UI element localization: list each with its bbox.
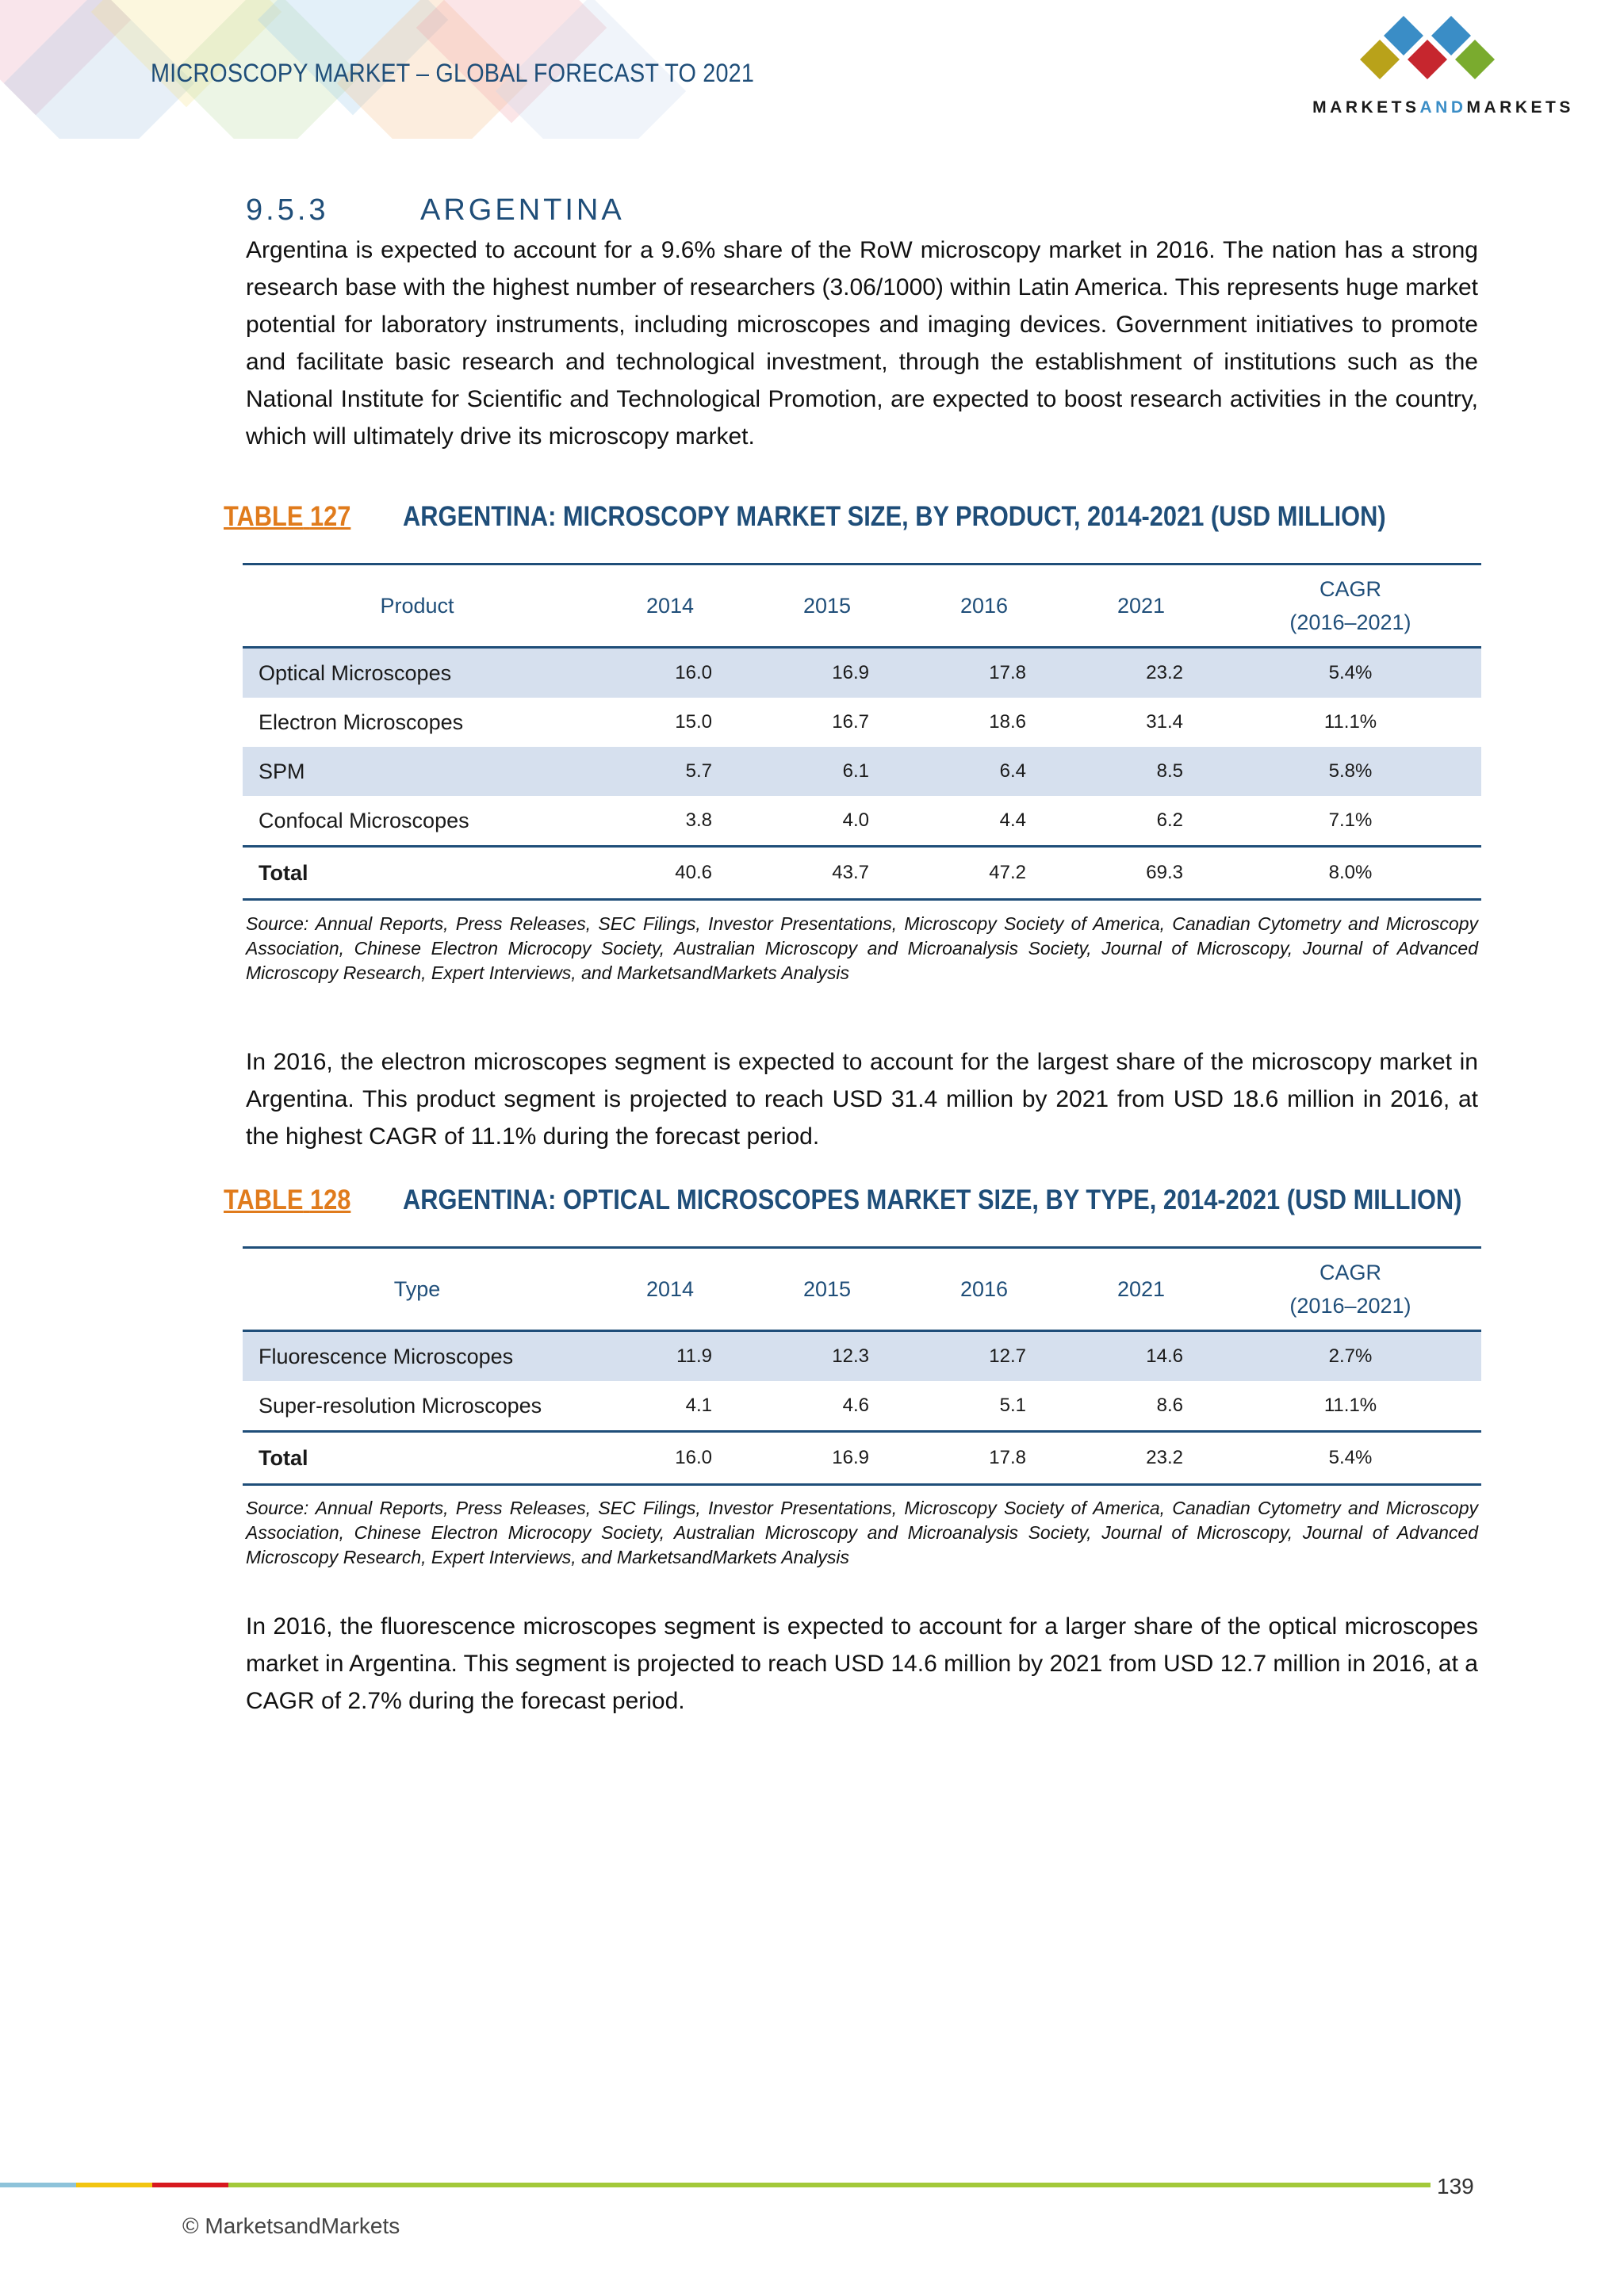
column-header: 2021 bbox=[1063, 1248, 1220, 1331]
column-header: 2021 bbox=[1063, 564, 1220, 648]
footer-bar-segment bbox=[228, 2183, 1431, 2187]
table-total-row: Total 40.6 43.7 47.2 69.3 8.0% bbox=[243, 847, 1481, 900]
table-row: Super-resolution Microscopes 4.1 4.6 5.1 8.6 11.1% bbox=[259, 1393, 1377, 1418]
column-header: 2015 bbox=[749, 564, 906, 648]
logo-wordmark: MARKETSANDMARKETS bbox=[1312, 98, 1574, 117]
column-header-cagr: CAGR (2016–2021) bbox=[1220, 564, 1481, 648]
copyright-notice: © MarketsandMarkets bbox=[182, 2214, 400, 2238]
optical-type-table bbox=[243, 1246, 1481, 1486]
table-caption bbox=[224, 1184, 1607, 1216]
product-market-table bbox=[243, 563, 1481, 901]
table-header-row bbox=[243, 1248, 1481, 1331]
table-row: SPM 5.7 6.1 6.4 8.5 5.8% bbox=[243, 747, 1481, 796]
column-header: Type bbox=[243, 1248, 592, 1331]
report-title: MICROSCOPY MARKET – GLOBAL FORECAST TO 2021 bbox=[151, 59, 755, 87]
table-row: Confocal Microscopes 3.8 4.0 4.4 6.2 7.1% bbox=[259, 808, 1373, 832]
table-number-link[interactable]: TABLE 127 bbox=[224, 501, 351, 532]
table-number-link[interactable]: TABLE 128 bbox=[224, 1184, 351, 1215]
column-header: 2016 bbox=[906, 1248, 1063, 1331]
footer-bar-segment bbox=[152, 2183, 228, 2187]
footer-bar-segment bbox=[0, 2183, 76, 2187]
table-row: Fluorescence Microscopes 11.9 12.3 12.7 14.6 2.7% bbox=[243, 1331, 1481, 1382]
table-title: ARGENTINA: OPTICAL MICROSCOPES MARKET SIZE, BY TYPE, 2014-2021 (USD MILLION) bbox=[403, 1184, 1462, 1215]
section-number: 9.5.3 bbox=[246, 193, 329, 227]
electron-paragraph: In 2016, the electron microscopes segment is expected to account for the largest share of the microscopy market in Argentina. This product segment is projected to reach USD 31.4 million by 2021 from USD 18.6 million in 2016, at the highest CAGR of 11.1% during the forecast period. bbox=[246, 1049, 1478, 1150]
column-header: 2014 bbox=[592, 1248, 749, 1331]
table-source-note: Source: Annual Reports, Press Releases, SEC Filings, Investor Presentations, Microscopy Society of America, Canadian Cytometry and Microscopy Association, Chinese Electron Microcopy Society, Australian Microscopy and Microanalysis Society, Journal of Microscopy, Journal of Advanced Microscopy Research, Expert Interviews, and MarketsandMarkets Analysis bbox=[246, 913, 1478, 983]
column-header: 2014 bbox=[592, 564, 749, 648]
column-header-cagr: CAGR (2016–2021) bbox=[1220, 1248, 1481, 1331]
fluorescence-paragraph: In 2016, the fluorescence microscopes segment is expected to account for a larger share of the optical microscopes market in Argentina. This segment is projected to reach USD 14.6 million by 2021 from USD 12.7 million in 2016, at a CAGR of 2.7% during the forecast period. bbox=[246, 1613, 1478, 1714]
table-row: Electron Microscopes 15.0 16.7 18.6 31.4 11.1% bbox=[259, 710, 1377, 734]
footer-bar-segment bbox=[76, 2183, 152, 2187]
table-total-row: Total 16.0 16.9 17.8 23.2 5.4% bbox=[243, 1432, 1481, 1485]
section-title: ARGENTINA bbox=[420, 193, 625, 227]
section-heading bbox=[246, 193, 625, 228]
logo-diamonds-icon bbox=[1356, 14, 1515, 94]
page-number: 139 bbox=[1437, 2174, 1474, 2198]
table-source-note: Source: Annual Reports, Press Releases, SEC Filings, Investor Presentations, Microscopy Society of America, Canadian Cytometry and Microscopy Association, Chinese Electron Microcopy Society, Australian Microscopy and Microanalysis Society, Journal of Microscopy, Journal of Advanced Microscopy Research, Expert Interviews, and MarketsandMarkets Analysis bbox=[246, 1498, 1478, 1567]
column-header: 2016 bbox=[906, 564, 1063, 648]
intro-paragraph: Argentina is expected to account for a 9.6% share of the RoW microscopy market in 2016. The nation has a strong research base with the highest number of researchers (3.06/1000) within Latin America. This represents huge market potential for laboratory instruments, including microscopes and imaging devices. Government initiatives to promote and facilitate basic research and technological investment, through the establishment of institutions such as the National Institute for Scientific and Technological Promotion, are expected to boost research activities in the country, which will ultimately drive its microscopy market. bbox=[246, 237, 1478, 450]
table-row: Optical Microscopes 16.0 16.9 17.8 23.2 5.4% bbox=[243, 648, 1481, 698]
table-caption bbox=[224, 501, 1520, 533]
column-header: 2015 bbox=[749, 1248, 906, 1331]
table-header-row bbox=[243, 564, 1481, 648]
column-header: Product bbox=[243, 564, 592, 648]
table-title: ARGENTINA: MICROSCOPY MARKET SIZE, BY PRODUCT, 2014-2021 (USD MILLION) bbox=[403, 501, 1386, 532]
marketsandmarkets-logo bbox=[1293, 14, 1594, 117]
